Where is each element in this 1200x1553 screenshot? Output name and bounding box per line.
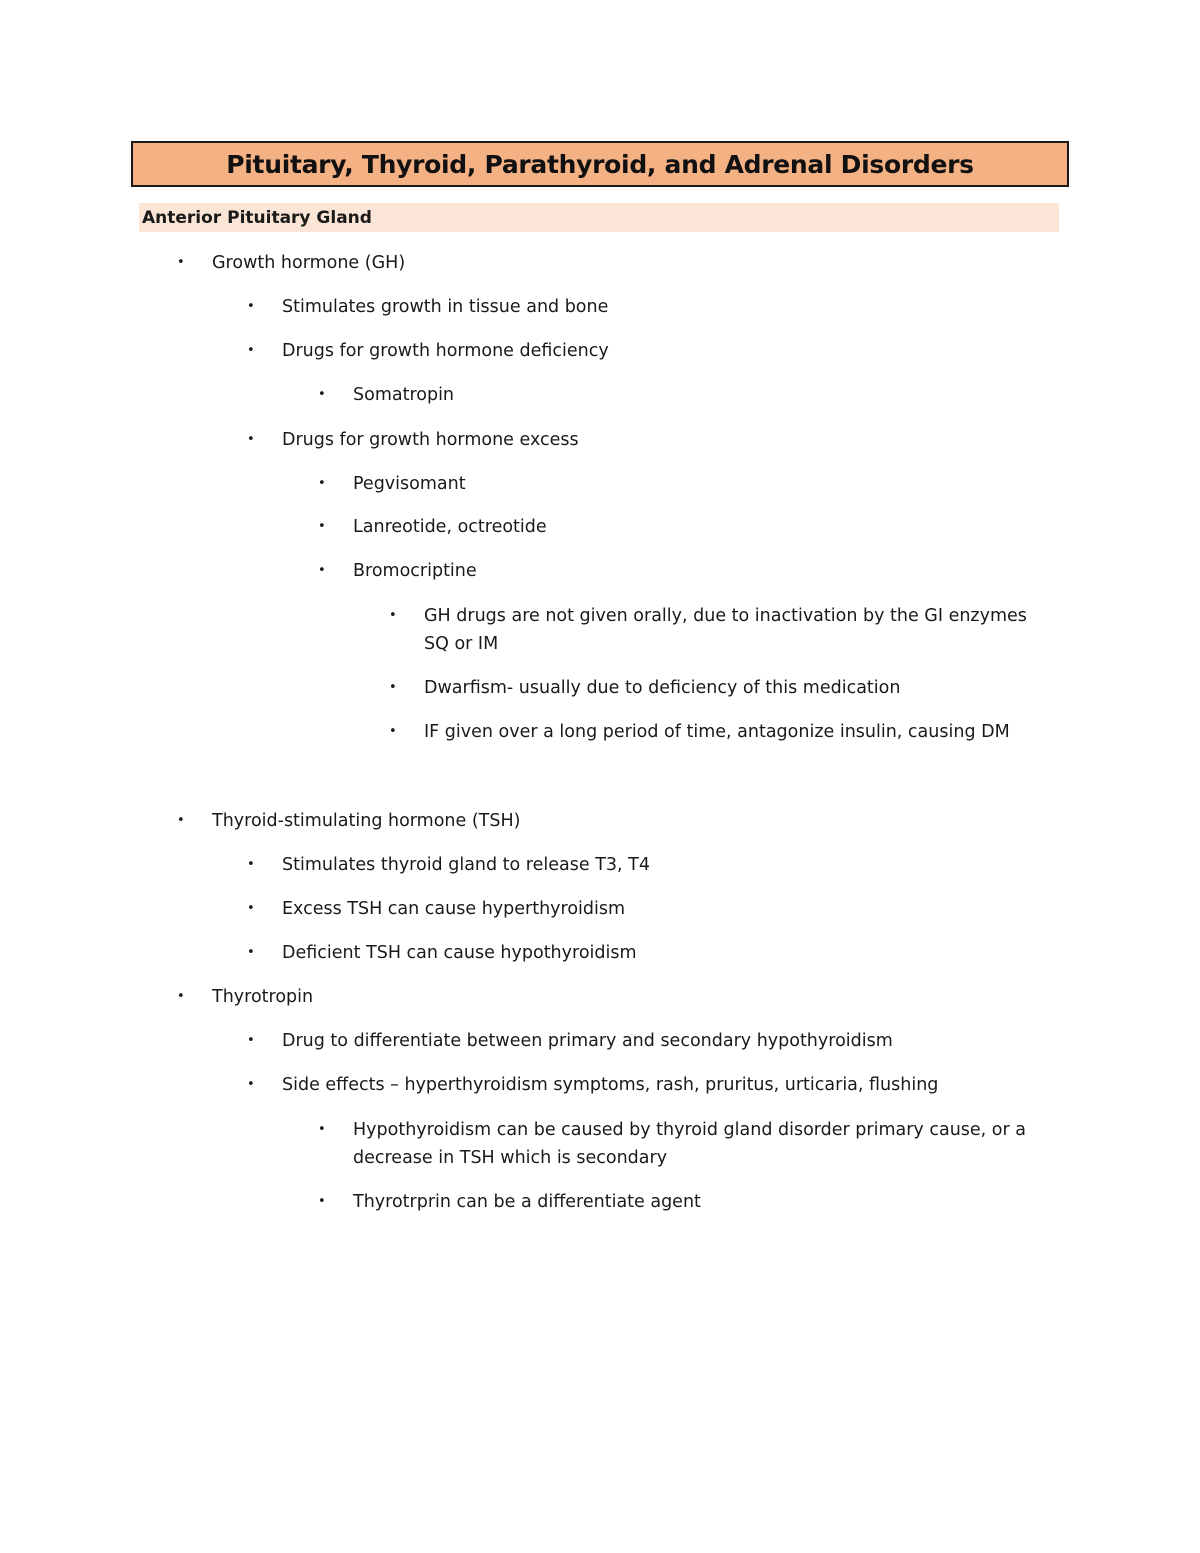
bullet-icon: • — [247, 1077, 255, 1092]
list-item-text: Somatropin — [353, 385, 455, 405]
page-title: Pituitary, Thyroid, Parathyroid, and Adrenal Disorders — [226, 149, 974, 179]
list-item — [247, 337, 1052, 365]
section-heading: Anterior Pituitary Gland — [142, 207, 372, 228]
list-item-text: Drugs for growth hormone excess — [282, 430, 579, 450]
list-item — [318, 1188, 1053, 1216]
bullet-icon: • — [318, 387, 326, 402]
bullet-icon: • — [389, 608, 397, 623]
list-item-text: Drugs for growth hormone deficiency — [282, 341, 609, 361]
list-item-text: Dwarfism- usually due to deficiency of this medication — [424, 678, 901, 698]
list-item — [318, 470, 1053, 498]
list-item — [247, 1027, 1052, 1055]
list-item — [389, 602, 1054, 658]
bullet-icon: • — [247, 1033, 255, 1048]
list-item-text: Deficient TSH can cause hypothyroidism — [282, 943, 637, 963]
bullet-icon: • — [318, 476, 326, 491]
list-item-text: Thyrotrprin can be a differentiate agent — [353, 1192, 701, 1212]
list-item — [247, 293, 1052, 321]
list-item-text: IF given over a long period of time, antagonize insulin, causing DM — [424, 722, 1010, 742]
list-item-text: GH drugs are not given orally, due to inactivation by the GI enzymes SQ or IM — [424, 606, 1027, 654]
bullet-icon: • — [318, 519, 326, 534]
list-item — [318, 381, 1053, 409]
list-item-text: Excess TSH can cause hyperthyroidism — [282, 899, 626, 919]
list-item — [389, 674, 1054, 702]
list-item — [247, 1071, 1052, 1099]
list-item — [247, 851, 1052, 879]
bullet-icon: • — [318, 563, 326, 578]
list-item — [177, 807, 1052, 835]
bullet-icon: • — [247, 343, 255, 358]
bullet-icon: • — [318, 1122, 326, 1137]
bullet-icon: • — [177, 255, 185, 270]
list-item-text: Stimulates growth in tissue and bone — [282, 297, 609, 317]
bullet-icon: • — [247, 857, 255, 872]
section-heading-band — [139, 203, 1059, 232]
bullet-icon: • — [389, 680, 397, 695]
list-item-text: Thyrotropin — [212, 987, 314, 1007]
list-item — [247, 895, 1052, 923]
list-item-text: Side effects – hyperthyroidism symptoms, rash, pruritus, urticaria, flushing — [282, 1075, 939, 1095]
list-item-text: Pegvisomant — [353, 474, 466, 494]
bullet-icon: • — [389, 724, 397, 739]
bullet-icon: • — [247, 432, 255, 447]
bullet-icon: • — [247, 901, 255, 916]
list-item-text: Drug to differentiate between primary and secondary hypothyroidism — [282, 1031, 893, 1051]
bullet-icon: • — [247, 945, 255, 960]
list-item — [389, 718, 1054, 746]
list-item — [318, 1116, 1043, 1172]
list-item — [318, 513, 1053, 541]
list-item-text: Stimulates thyroid gland to release T3, T4 — [282, 855, 650, 875]
list-item — [318, 557, 1053, 585]
list-item-text: Hypothyroidism can be caused by thyroid gland disorder primary cause, or a decrease in TSH which is secondary — [353, 1120, 1026, 1168]
list-item — [177, 249, 1052, 277]
list-item — [247, 939, 1052, 967]
bullet-icon: • — [177, 989, 185, 1004]
list-item — [247, 426, 1052, 454]
list-item-text: Growth hormone (GH) — [212, 253, 406, 273]
list-item-text: Lanreotide, octreotide — [353, 517, 547, 537]
bullet-icon: • — [177, 813, 185, 828]
bullet-icon: • — [318, 1194, 326, 1209]
list-item-text: Bromocriptine — [353, 561, 477, 581]
title-banner — [131, 141, 1069, 187]
bullet-icon: • — [247, 299, 255, 314]
list-item-text: Thyroid-stimulating hormone (TSH) — [212, 811, 521, 831]
list-item — [177, 983, 1052, 1011]
